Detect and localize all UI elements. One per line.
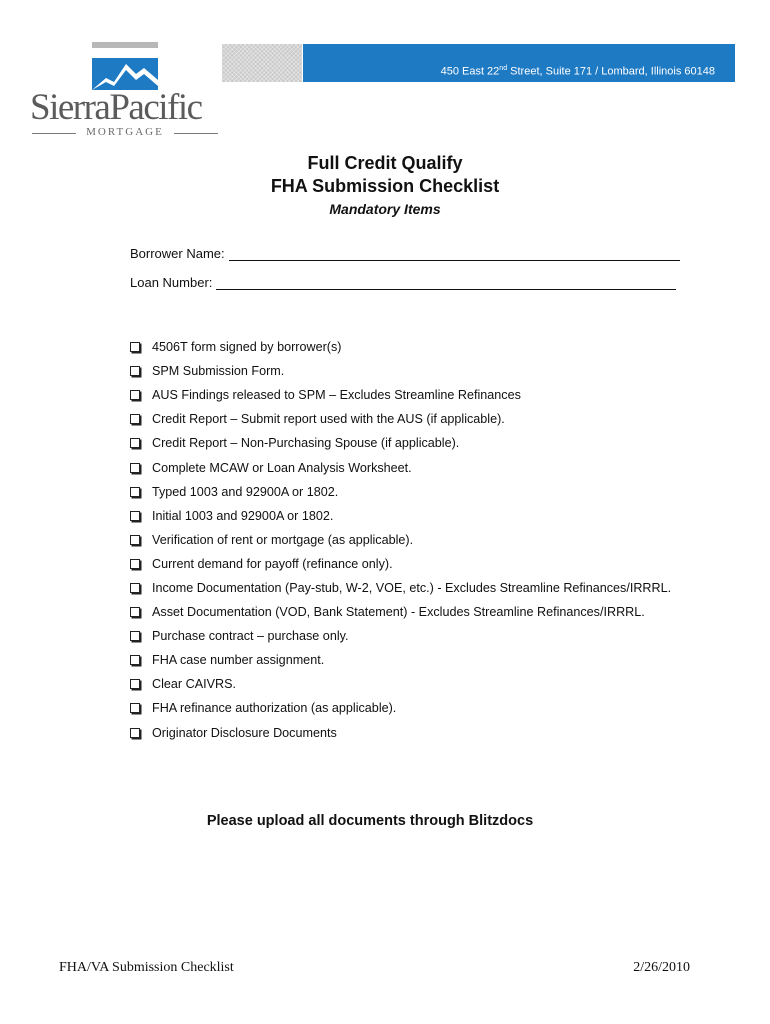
header-banner: [303, 44, 735, 82]
title-line-2: FHA Submission Checklist: [270, 176, 500, 196]
checklist-item-label: FHA refinance authorization (as applicable).: [152, 701, 397, 716]
logo-tagline: MORTGAGE: [32, 126, 218, 140]
checkbox-icon[interactable]: [130, 511, 140, 521]
checklist-item-label: Complete MCAW or Loan Analysis Worksheet.: [152, 460, 412, 475]
checkbox-icon[interactable]: [130, 631, 140, 641]
checklist-item-label: Clear CAIVRS.: [152, 677, 236, 692]
loan-number-line[interactable]: [216, 275, 676, 290]
checklist-item[interactable]: [130, 696, 671, 720]
checklist-item-label: Credit Report – Non-Purchasing Spouse (if applicable).: [152, 436, 460, 451]
borrower-name-line[interactable]: [229, 246, 680, 261]
checklist-item-label: SPM Submission Form.: [152, 364, 285, 379]
checklist-item[interactable]: [130, 455, 671, 479]
checklist-item-label: Credit Report – Submit report used with the AUS (if applicable).: [152, 412, 505, 427]
checkbox-icon[interactable]: [130, 583, 140, 593]
checkbox-icon[interactable]: [130, 559, 140, 569]
company-address: 450 East 22nd Street, Suite 171 / Lombard, Illinois 60148: [440, 65, 715, 78]
checklist-item[interactable]: [130, 359, 671, 383]
checklist-item-label: 4506T form signed by borrower(s): [152, 340, 342, 355]
borrower-name-label: Borrower Name:: [130, 246, 225, 261]
title-line-1: Full Credit Qualify: [307, 153, 463, 173]
checkbox-icon[interactable]: [130, 342, 140, 352]
checklist-item[interactable]: [130, 600, 671, 624]
checkbox-icon[interactable]: [130, 703, 140, 713]
checklist-item[interactable]: [130, 383, 671, 407]
checklist-item[interactable]: [130, 431, 671, 455]
checklist-item[interactable]: [130, 672, 671, 696]
checklist-item[interactable]: [130, 624, 671, 648]
checkbox-icon[interactable]: [130, 366, 140, 376]
checkbox-icon[interactable]: [130, 679, 140, 689]
checklist-item-label: AUS Findings released to SPM – Excludes Streamline Refinances: [152, 388, 521, 403]
loan-number-field[interactable]: [130, 275, 676, 290]
checkbox-icon[interactable]: [130, 438, 140, 448]
logo-bar: [92, 42, 158, 48]
footer-date: 2/26/2010: [633, 960, 690, 975]
checkbox-icon[interactable]: [130, 390, 140, 400]
checklist-item[interactable]: [130, 576, 671, 600]
checklist-item[interactable]: [130, 407, 671, 431]
checkbox-icon[interactable]: [130, 607, 140, 617]
title-line-3: Mandatory Items: [329, 201, 441, 217]
checklist-item-label: Typed 1003 and 92900A or 1802.: [152, 484, 339, 499]
company-logo: [30, 42, 220, 142]
mountain-logo-icon: [92, 50, 158, 90]
checklist-item-label: Initial 1003 and 92900A or 1802.: [152, 508, 334, 523]
checklist-item-label: Asset Documentation (VOD, Bank Statement) - Excludes Streamline Refinances/IRRRL.: [152, 605, 645, 620]
checklist-item[interactable]: [130, 721, 671, 745]
checkbox-icon[interactable]: [130, 535, 140, 545]
checkbox-icon[interactable]: [130, 655, 140, 665]
upload-note: Please upload all documents through Blitzdocs: [206, 813, 534, 829]
checkbox-icon[interactable]: [130, 463, 140, 473]
footer-title: FHA/VA Submission Checklist: [59, 960, 234, 975]
document-titles: [0, 152, 770, 220]
loan-number-label: Loan Number:: [130, 275, 213, 290]
checklist-item[interactable]: [130, 480, 671, 504]
checklist-item[interactable]: [130, 648, 671, 672]
checkbox-icon[interactable]: [130, 414, 140, 424]
checkbox-icon[interactable]: [130, 728, 140, 738]
checklist-item-label: Verification of rent or mortgage (as applicable).: [152, 532, 414, 547]
logo-wordmark: SierraPacific: [30, 87, 202, 128]
checklist: [130, 335, 671, 745]
checklist-item-label: Originator Disclosure Documents: [152, 725, 337, 740]
checklist-item[interactable]: [130, 335, 671, 359]
checklist-item-label: FHA case number assignment.: [152, 653, 325, 668]
checkbox-icon[interactable]: [130, 487, 140, 497]
checklist-item[interactable]: [130, 528, 671, 552]
checklist-item[interactable]: [130, 552, 671, 576]
header-pattern: [222, 44, 302, 82]
checklist-item-label: Current demand for payoff (refinance only).: [152, 556, 393, 571]
checklist-item-label: Income Documentation (Pay-stub, W-2, VOE, etc.) - Excludes Streamline Refinances/IRRRL.: [152, 580, 672, 595]
checklist-item-label: Purchase contract – purchase only.: [152, 629, 349, 644]
borrower-name-field[interactable]: [130, 246, 680, 261]
checklist-item[interactable]: [130, 504, 671, 528]
